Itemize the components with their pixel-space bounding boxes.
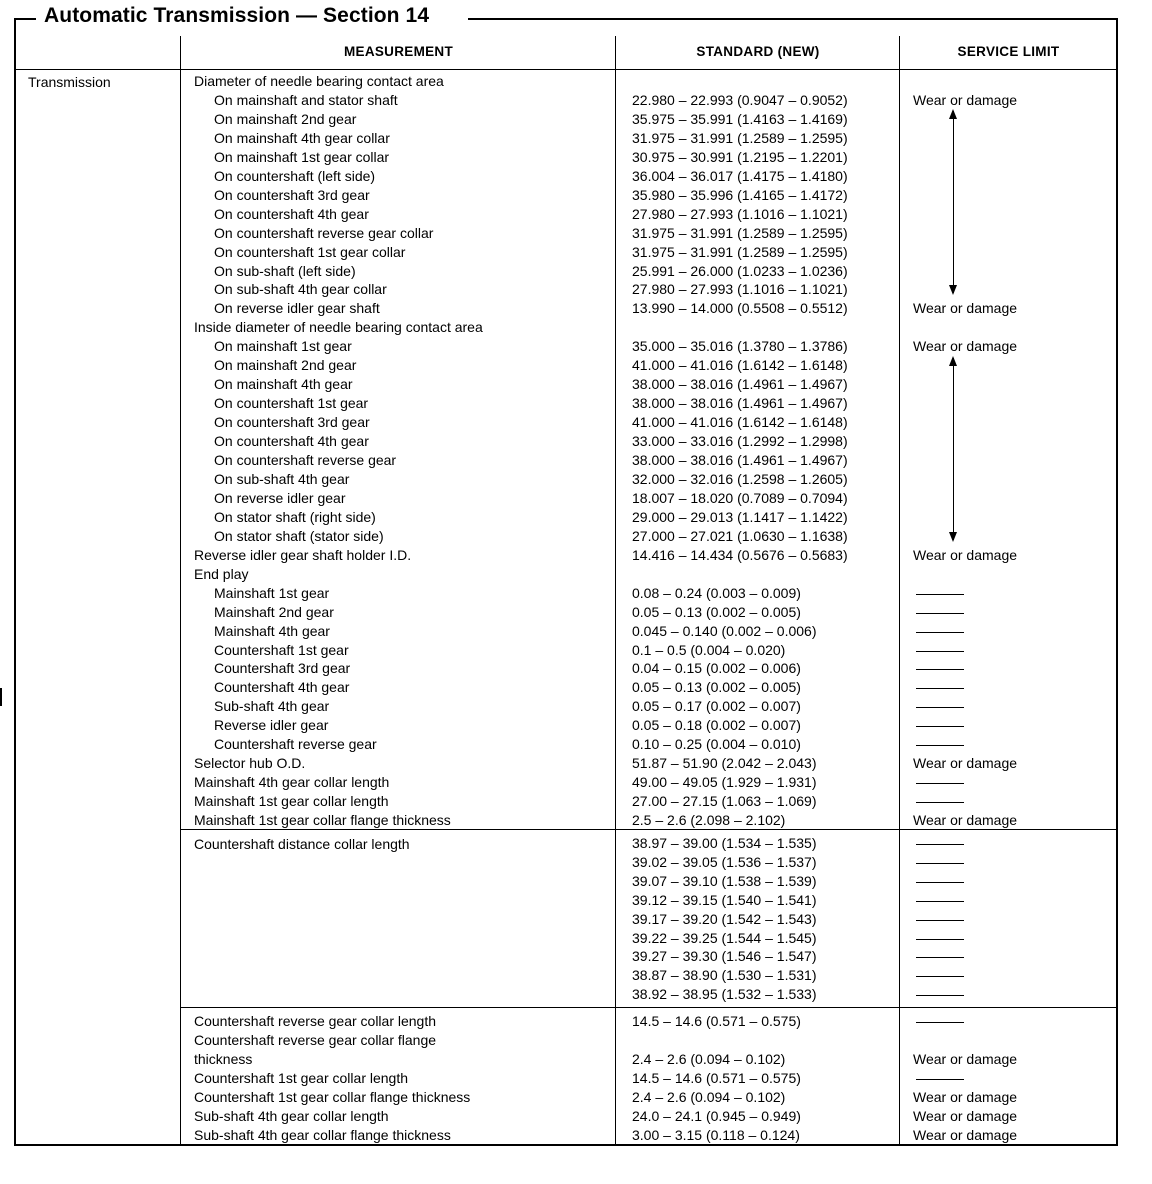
standard-value: 36.004 – 36.017 (1.4175 – 1.4180) (632, 168, 848, 184)
title-rule-left (14, 18, 36, 20)
service-limit-value: Wear or damage (913, 755, 1018, 771)
no-limit-dash (916, 863, 964, 864)
standard-value: 31.975 – 31.991 (1.2589 – 1.2595) (632, 225, 848, 241)
service-limit-value: Wear or damage (913, 1127, 1018, 1143)
range-arrow-icon (953, 358, 954, 540)
standard-value: 35.000 – 35.016 (1.3780 – 1.3786) (632, 338, 848, 354)
measurement-label: On countershaft 1st gear collar (214, 244, 406, 260)
measurement-label: Sub-shaft 4th gear (214, 698, 330, 714)
standard-value: 0.04 – 0.15 (0.002 – 0.006) (632, 660, 801, 676)
measurement-label: Mainshaft 4th gear collar length (194, 774, 390, 790)
standard-value: 51.87 – 51.90 (2.042 – 2.043) (632, 755, 817, 771)
measurement-label: Sub-shaft 4th gear collar flange thickness (194, 1127, 451, 1143)
column-divider-measurement (615, 36, 616, 1144)
standard-value: 35.975 – 35.991 (1.4163 – 1.4169) (632, 111, 848, 127)
standard-value: 39.02 – 39.05 (1.536 – 1.537) (632, 854, 817, 870)
service-limit-value: Wear or damage (913, 338, 1018, 354)
measurement-label: On countershaft 3rd gear (214, 414, 370, 430)
standard-value: 31.975 – 31.991 (1.2589 – 1.2595) (632, 130, 848, 146)
standard-value: 33.000 – 33.016 (1.2992 – 1.2998) (632, 433, 848, 449)
measurement-label: Countershaft 3rd gear (214, 660, 351, 676)
no-limit-dash (916, 726, 964, 727)
measurement-label: Sub-shaft 4th gear collar length (194, 1108, 389, 1124)
no-limit-dash (916, 901, 964, 902)
measurement-label: Countershaft reverse gear collar flange (194, 1032, 437, 1048)
measurement-label: Reverse idler gear shaft holder I.D. (194, 547, 412, 563)
service-limit-value: Wear or damage (913, 1089, 1018, 1105)
standard-value: 18.007 – 18.020 (0.7089 – 0.7094) (632, 490, 848, 506)
range-arrow-icon (953, 111, 954, 293)
standard-value: 14.5 – 14.6 (0.571 – 0.575) (632, 1013, 801, 1029)
measurement-label: On sub-shaft 4th gear collar (214, 281, 387, 297)
standard-value: 27.980 – 27.993 (1.1016 – 1.1021) (632, 281, 848, 297)
measurement-label: On stator shaft (right side) (214, 509, 376, 525)
standard-value: 14.5 – 14.6 (0.571 – 0.575) (632, 1070, 801, 1086)
measurement-label: Countershaft 1st gear (214, 642, 349, 658)
category-label: Transmission (28, 74, 111, 90)
standard-value: 2.5 – 2.6 (2.098 – 2.102) (632, 812, 786, 828)
measurement-label: Countershaft reverse gear (214, 736, 377, 752)
service-limit-value: Wear or damage (913, 300, 1018, 316)
standard-value: 22.980 – 22.993 (0.9047 – 0.9052) (632, 92, 848, 108)
no-limit-dash (916, 669, 964, 670)
standard-value: 38.000 – 38.016 (1.4961 – 1.4967) (632, 376, 848, 392)
frame-border-left (14, 18, 16, 1146)
measurement-label: On mainshaft 1st gear collar (214, 149, 390, 165)
standard-value: 39.12 – 39.15 (1.540 – 1.541) (632, 892, 817, 908)
no-limit-dash (916, 1079, 964, 1080)
measurement-label: On mainshaft 4th gear (214, 376, 353, 392)
no-limit-dash (916, 802, 964, 803)
no-limit-dash (916, 745, 964, 746)
standard-value: 27.00 – 27.15 (1.063 – 1.069) (632, 793, 817, 809)
page-title: Automatic Transmission — Section 14 (44, 4, 430, 27)
standard-value: 27.000 – 27.021 (1.0630 – 1.1638) (632, 528, 848, 544)
standard-value: 3.00 – 3.15 (0.118 – 0.124) (632, 1127, 800, 1143)
measurement-label: Countershaft 1st gear collar flange thickness (194, 1089, 471, 1105)
standard-value: 35.980 – 35.996 (1.4165 – 1.4172) (632, 187, 848, 203)
measurement-label: Reverse idler gear (214, 717, 329, 733)
measurement-label: Countershaft distance collar length (194, 836, 410, 852)
no-limit-dash (916, 882, 964, 883)
no-limit-dash (916, 939, 964, 940)
standard-value: 0.10 – 0.25 (0.004 – 0.010) (632, 736, 801, 752)
standard-value: 38.92 – 38.95 (1.532 – 1.533) (632, 986, 817, 1002)
measurement-label: Countershaft reverse gear collar length (194, 1013, 437, 1029)
service-limit-value: Wear or damage (913, 812, 1018, 828)
standard-value: 39.07 – 39.10 (1.538 – 1.539) (632, 873, 817, 889)
standard-value: 0.05 – 0.17 (0.002 – 0.007) (632, 698, 801, 714)
measurement-label: Mainshaft 1st gear (214, 585, 330, 601)
standard-value: 2.4 – 2.6 (0.094 – 0.102) (632, 1051, 786, 1067)
measurement-label: On countershaft 1st gear (214, 395, 369, 411)
no-limit-dash (916, 707, 964, 708)
standard-value: 41.000 – 41.016 (1.6142 – 1.6148) (632, 414, 848, 430)
standard-value: 30.975 – 30.991 (1.2195 – 1.2201) (632, 149, 848, 165)
standard-value: 0.08 – 0.24 (0.003 – 0.009) (632, 585, 801, 601)
standard-value: 29.000 – 29.013 (1.1417 – 1.1422) (632, 509, 848, 525)
measurement-label: Selector hub O.D. (194, 755, 306, 771)
measurement-label: On countershaft 4th gear (214, 433, 369, 449)
measurement-label: On mainshaft 4th gear collar (214, 130, 390, 146)
standard-value: 27.980 – 27.993 (1.1016 – 1.1021) (632, 206, 848, 222)
no-limit-dash (916, 844, 964, 845)
standard-value: 38.000 – 38.016 (1.4961 – 1.4967) (632, 452, 848, 468)
service-limit-value: Wear or damage (913, 92, 1018, 108)
header-measurement: MEASUREMENT (343, 44, 454, 59)
standard-value: 38.000 – 38.016 (1.4961 – 1.4967) (632, 395, 848, 411)
service-limit-value: Wear or damage (913, 1051, 1018, 1067)
service-limit-value: Wear or damage (913, 547, 1018, 563)
measurement-label: On countershaft 4th gear (214, 206, 369, 222)
standard-value: 13.990 – 14.000 (0.5508 – 0.5512) (632, 300, 848, 316)
standard-value: 25.991 – 26.000 (1.0233 – 1.0236) (632, 263, 848, 279)
standard-value: 0.1 – 0.5 (0.004 – 0.020) (632, 642, 786, 658)
measurement-label: On mainshaft and stator shaft (214, 92, 398, 108)
frame-border-right (1116, 18, 1118, 1146)
standard-value: 39.22 – 39.25 (1.544 – 1.545) (632, 930, 817, 946)
header-service-limit: SERVICE LIMIT (957, 44, 1060, 59)
measurement-label: On sub-shaft (left side) (214, 263, 356, 279)
standard-value: 24.0 – 24.1 (0.945 – 0.949) (632, 1108, 801, 1124)
measurement-label: On sub-shaft 4th gear (214, 471, 350, 487)
measurement-label: Countershaft 4th gear (214, 679, 350, 695)
no-limit-dash (916, 688, 964, 689)
measurement-label: On countershaft 3rd gear (214, 187, 370, 203)
measurement-label: On mainshaft 2nd gear (214, 111, 357, 127)
standard-value: 38.87 – 38.90 (1.530 – 1.531) (632, 967, 817, 983)
measurement-label: thickness (194, 1051, 253, 1067)
measurement-label: Inside diameter of needle bearing contact area (194, 319, 483, 335)
no-limit-dash (916, 783, 964, 784)
standard-value: 32.000 – 32.016 (1.2598 – 1.2605) (632, 471, 848, 487)
measurement-label: On countershaft reverse gear collar (214, 225, 434, 241)
standard-value: 0.045 – 0.140 (0.002 – 0.006) (632, 623, 817, 639)
measurement-label: On stator shaft (stator side) (214, 528, 384, 544)
measurement-label: Mainshaft 1st gear collar flange thickness (194, 812, 451, 828)
no-limit-dash (916, 920, 964, 921)
standard-value: 31.975 – 31.991 (1.2589 – 1.2595) (632, 244, 848, 260)
measurement-label: On reverse idler gear (214, 490, 346, 506)
column-divider-category (180, 36, 181, 1144)
measurement-label: On countershaft (left side) (214, 168, 376, 184)
measurement-label: On reverse idler gear shaft (214, 300, 380, 316)
standard-value: 41.000 – 41.016 (1.6142 – 1.6148) (632, 357, 848, 373)
title-rule-right (468, 18, 1118, 20)
margin-mark (0, 688, 2, 706)
no-limit-dash (916, 594, 964, 595)
measurement-label: End play (194, 566, 249, 582)
section-title-bar (14, 4, 1118, 32)
measurement-label: Mainshaft 4th gear (214, 623, 330, 639)
no-limit-dash (916, 632, 964, 633)
no-limit-dash (916, 957, 964, 958)
standard-value: 2.4 – 2.6 (0.094 – 0.102) (632, 1089, 786, 1105)
no-limit-dash (916, 651, 964, 652)
no-limit-dash (916, 995, 964, 996)
measurement-label: Mainshaft 2nd gear (214, 604, 334, 620)
measurement-label: On countershaft reverse gear (214, 452, 397, 468)
standard-value: 39.17 – 39.20 (1.542 – 1.543) (632, 911, 817, 927)
service-limit-value: Wear or damage (913, 1108, 1018, 1124)
measurement-label: Diameter of needle bearing contact area (194, 73, 444, 89)
header-standard: STANDARD (NEW) (696, 44, 820, 59)
measurement-label: Countershaft 1st gear collar length (194, 1070, 409, 1086)
measurement-label: On mainshaft 1st gear (214, 338, 352, 354)
no-limit-dash (916, 976, 964, 977)
column-divider-standard (899, 36, 900, 1144)
standard-value: 49.00 – 49.05 (1.929 – 1.931) (632, 774, 817, 790)
no-limit-dash (916, 1022, 964, 1023)
standard-value: 0.05 – 0.13 (0.002 – 0.005) (632, 679, 801, 695)
standard-value: 14.416 – 14.434 (0.5676 – 0.5683) (632, 547, 848, 563)
standard-value: 0.05 – 0.13 (0.002 – 0.005) (632, 604, 801, 620)
header-rule (14, 69, 1118, 70)
measurement-label: On mainshaft 2nd gear (214, 357, 357, 373)
standard-value: 0.05 – 0.18 (0.002 – 0.007) (632, 717, 801, 733)
measurement-label: Mainshaft 1st gear collar length (194, 793, 389, 809)
group-rule-2 (180, 1007, 1118, 1008)
no-limit-dash (916, 613, 964, 614)
standard-value: 38.97 – 39.00 (1.534 – 1.535) (632, 835, 817, 851)
standard-value: 39.27 – 39.30 (1.546 – 1.547) (632, 948, 817, 964)
